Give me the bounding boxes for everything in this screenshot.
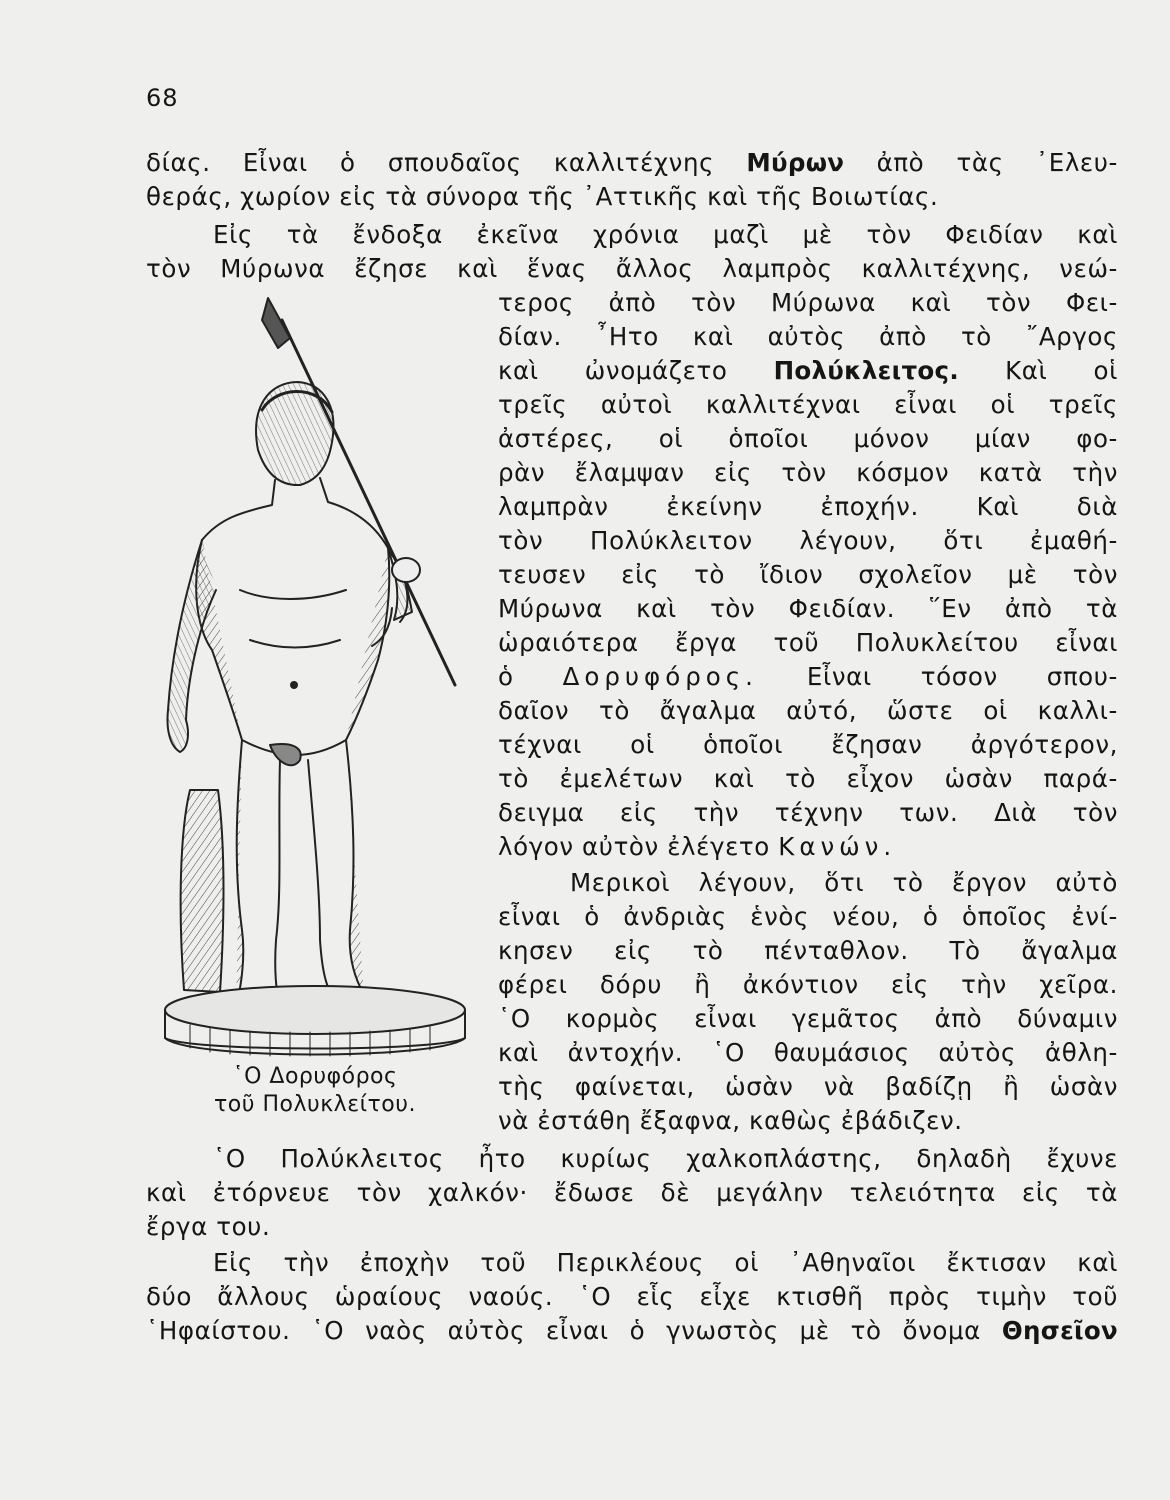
text-line: Μερικοὶ λέγουν, ὅτι τὸ ἔργον αὐτὸ bbox=[570, 868, 1118, 897]
text-line: Εἰς τὰ ἔνδοξα ἐκεῖνα χρόνια μαζὶ μὲ τὸν Φειδίαν καὶ bbox=[213, 220, 1118, 249]
text-line bbox=[498, 830, 1118, 864]
text-line: Εἰς τὴν ἐποχὴν τοῦ Περικλέους οἱ ᾿Αθηναῖοι ἔκτισαν καὶ bbox=[213, 1248, 1118, 1277]
text-line: δίαν. ῏Ητο καὶ αὐτὸς ἀπὸ τὸ ῎Αργος bbox=[498, 322, 1118, 351]
text-line bbox=[146, 1314, 1118, 1348]
text-line: ἀστέρες, οἱ ὁποῖοι μόνον μίαν φο- bbox=[498, 424, 1118, 453]
text-line bbox=[146, 146, 1118, 180]
text-line: καὶ ἐτόρνευε τὸν χαλκόν· ἔδωσε δὲ μεγάλην τελειότητα εἰς τὰ bbox=[146, 1178, 1118, 1207]
text-line: θεράς, χωρίον εἰς τὰ σύνορα τῆς ᾿Αττικῆς καὶ τῆς Βοιωτίας. bbox=[146, 182, 939, 211]
name-myron: Μύρων bbox=[746, 148, 845, 177]
doryphoros-statue-illustration bbox=[150, 290, 480, 1060]
text-line: Μύρωνα καὶ τὸν Φειδίαν. ῞Εν ἀπὸ τὰ bbox=[498, 594, 1118, 623]
text-run: ῾Ηφαίστου. ῾Ο ναὸς αὐτὸς εἶναι ὁ γνωστὸς μὲ τὸ ὄνομα bbox=[146, 1316, 981, 1345]
text-line: τέχναι οἱ ὁποῖοι ἔζησαν ἀργότερον, bbox=[498, 730, 1118, 759]
text-line: νὰ ἐστάθη ἔξαφνα, καθὼς ἐβάδιζεν. bbox=[498, 1106, 963, 1135]
text-line: φέρει δόρυ ἢ ἀκόντιον εἰς τὴν χεῖρα. bbox=[498, 970, 1118, 999]
text-line: δειγμα εἰς τὴν τέχνην των. Διὰ τὸν bbox=[498, 798, 1118, 827]
text-line bbox=[498, 354, 1118, 388]
text-line: λαμπρὰν ἐκείνην ἐποχήν. Καὶ διὰ bbox=[498, 492, 1118, 521]
figure-caption-title: ῾Ο Δορυφόρος bbox=[232, 1064, 398, 1089]
text-line: ῾Ο κορμὸς εἶναι γεμᾶτος ἀπὸ δύναμιν bbox=[498, 1004, 1118, 1033]
page-number: 68 bbox=[146, 84, 179, 112]
text-line: τερος ἀπὸ τὸν Μύρωνα καὶ τὸν Φει- bbox=[498, 288, 1118, 317]
text-run: ἀπὸ τὰς ᾿Ελευ- bbox=[876, 148, 1118, 177]
text-line: τρεῖς αὐτοὶ καλλιτέχναι εἶναι οἱ τρεῖς bbox=[498, 390, 1118, 419]
text-run: ὁ bbox=[498, 662, 514, 691]
text-line: τὸ ἐμελέτων καὶ τὸ εἶχον ὡσὰν παρά- bbox=[498, 764, 1118, 793]
term-doryphoros: Δορυφόρος. bbox=[562, 662, 758, 691]
text-line: καὶ ἀντοχήν. ῾Ο θαυμάσιος αὐτὸς ἀθλη- bbox=[498, 1038, 1118, 1067]
text-line: ρὰν ἔλαμψαν εἰς τὸν κόσμον κατὰ τὴν bbox=[498, 458, 1118, 487]
name-polykleitos: Πολύκλειτος. bbox=[773, 356, 959, 385]
figure-caption-subtitle: τοῦ Πολυκλείτου. bbox=[214, 1092, 416, 1117]
text-line: τευσεν εἰς τὸ ἴδιον σχολεῖον μὲ τὸν bbox=[498, 560, 1118, 589]
text-line: τὸν Πολύκλειτον λέγουν, ὅτι ἐμαθή- bbox=[498, 526, 1118, 555]
text-line: ὡραιότερα ἔργα τοῦ Πολυκλείτου εἶναι bbox=[498, 628, 1118, 657]
term-kanon: Κανών. bbox=[778, 832, 897, 861]
text-run: δίας. Εἶναι ὁ σπουδαῖος καλλιτέχνης bbox=[146, 148, 715, 177]
text-line: τὴς φαίνεται, ὡσὰν νὰ βαδίζῃ ἢ ὡσὰν bbox=[498, 1072, 1118, 1101]
text-run: καὶ ὠνομάζετο bbox=[498, 356, 728, 385]
text-line: ῾Ο Πολύκλειτος ἦτο κυρίως χαλκοπλάστης, δηλαδὴ ἔχυνε bbox=[213, 1144, 1118, 1173]
text-run: Καὶ οἱ bbox=[1005, 356, 1118, 385]
text-line bbox=[498, 660, 1118, 694]
name-theseion: Θησεῖον bbox=[1001, 1316, 1118, 1345]
text-line: δύο ἄλλους ὡραίους ναούς. ῾Ο εἷς εἶχε κτισθῆ πρὸς τιμὴν τοῦ bbox=[146, 1282, 1118, 1311]
text-line: κησεν εἰς τὸ πένταθλον. Τὸ ἄγαλμα bbox=[498, 936, 1118, 965]
text-line: εἶναι ὁ ἀνδριὰς ἑνὸς νέου, ὁ ὁποῖος ἐνί- bbox=[498, 902, 1118, 931]
text-line: ἔργα του. bbox=[146, 1212, 271, 1241]
text-line: δαῖον τὸ ἄγαλμα αὐτό, ὥστε οἱ καλλι- bbox=[498, 696, 1118, 725]
text-line: τὸν Μύρωνα ἔζησε καὶ ἕνας ἄλλος λαμπρὸς καλλιτέχνης, νεώ- bbox=[146, 254, 1118, 283]
text-run: λόγον αὐτὸν ἐλέγετο bbox=[498, 832, 770, 861]
text-run: Εἶναι τόσον σπου- bbox=[806, 662, 1118, 691]
